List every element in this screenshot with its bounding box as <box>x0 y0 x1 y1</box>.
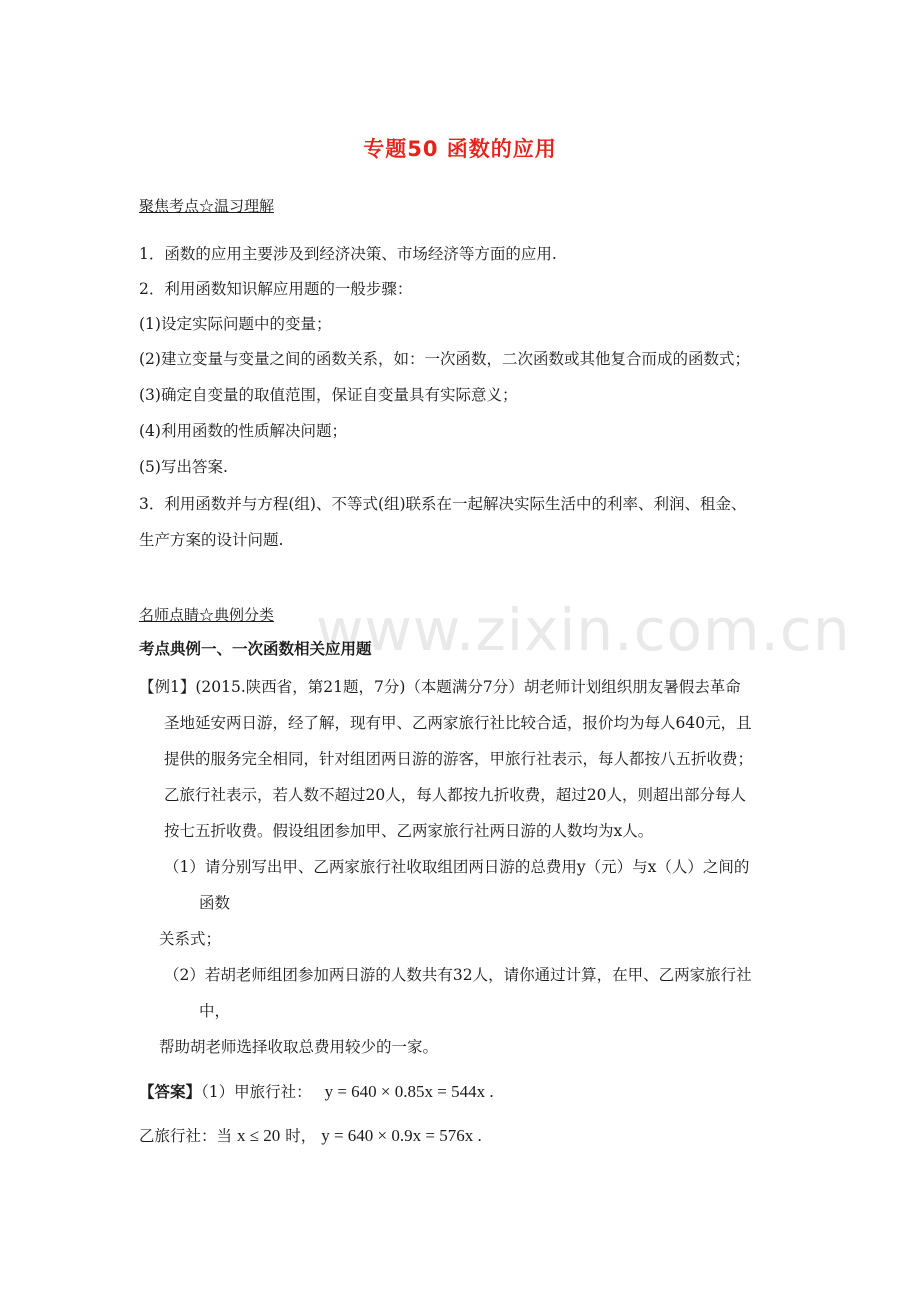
text-line: 3．利用函数并与方程(组)、不等式(组)联系在一起解决实际生活中的利率、利润、租金、 <box>139 495 747 513</box>
page-title: 专题50 函数的应用 <box>363 137 557 161</box>
section-heading-review: 聚焦考点☆温习理解 <box>139 197 275 215</box>
example-line: 帮助胡老师选择收取总费用较少的一家。 <box>159 1038 439 1056</box>
text-line: (3)确定自变量的取值范围，保证自变量具有实际意义； <box>139 386 518 404</box>
answer-line-2 <box>139 1126 482 1146</box>
example-line: 提供的服务完全相同，针对组团两日游的游客，甲旅行社表示，每人都按八五折收费； <box>164 750 754 768</box>
section-heading-examples: 名师点睛☆典例分类 <box>139 606 275 624</box>
text-line: 生产方案的设计问题. <box>139 531 284 549</box>
text-line: 1．函数的应用主要涉及到经济决策、市场经济等方面的应用. <box>139 245 557 263</box>
example-line: 中， <box>199 1002 231 1020</box>
text-line: (2)建立变量与变量之间的函数关系，如：一次函数，二次函数或其他复合而成的函数式； <box>139 350 750 368</box>
answer-label: 【答案】 <box>139 1082 202 1101</box>
example-line: 【例1】(2015.陕西省，第21题，7分)（本题满分7分）胡老师计划组织朋友暑假去革命 <box>139 678 741 696</box>
answer-condition: x ≤ 20 <box>236 1126 281 1145</box>
answer-part2-mid: 时， <box>285 1127 317 1145</box>
answer-line-1 <box>139 1082 494 1102</box>
answer-formula-yi: y = 640 × 0.9x = 576x . <box>321 1126 482 1145</box>
watermark: www.zixin.com.cn <box>316 596 851 664</box>
answer-formula-jia: y = 640 × 0.85x = 544x . <box>324 1082 494 1101</box>
example-line: 函数 <box>199 894 231 912</box>
text-line: 2．利用函数知识解应用题的一般步骤： <box>139 280 413 298</box>
text-line: (1)设定实际问题中的变量； <box>139 315 332 333</box>
example-line: 按七五折收费。假设组团参加甲、乙两家旅行社两日游的人数均为x人。 <box>164 822 654 840</box>
example-line: 圣地延安两日游，经了解，现有甲、乙两家旅行社比较合适，报价均为每人640元，且 <box>164 714 752 732</box>
example-line: 关系式； <box>159 930 222 948</box>
subheading: 考点典例一、一次函数相关应用题 <box>139 639 372 658</box>
example-line: （1）请分别写出甲、乙两家旅行社收取组团两日游的总费用y（元）与x（人）之间的 <box>164 858 750 876</box>
example-line: 乙旅行社表示，若人数不超过20人，每人都按九折收费，超过20人，则超出部分每人 <box>164 786 746 804</box>
example-line: （2）若胡老师组团参加两日游的人数共有32人，请你通过计算，在甲、乙两家旅行社 <box>164 966 752 984</box>
text-line: (4)利用函数的性质解决问题； <box>139 422 347 440</box>
answer-part1-prefix: （1）甲旅行社： <box>201 1083 312 1101</box>
answer-part2-prefix: 乙旅行社：当 <box>139 1127 233 1145</box>
text-line: (5)写出答案. <box>139 458 228 476</box>
